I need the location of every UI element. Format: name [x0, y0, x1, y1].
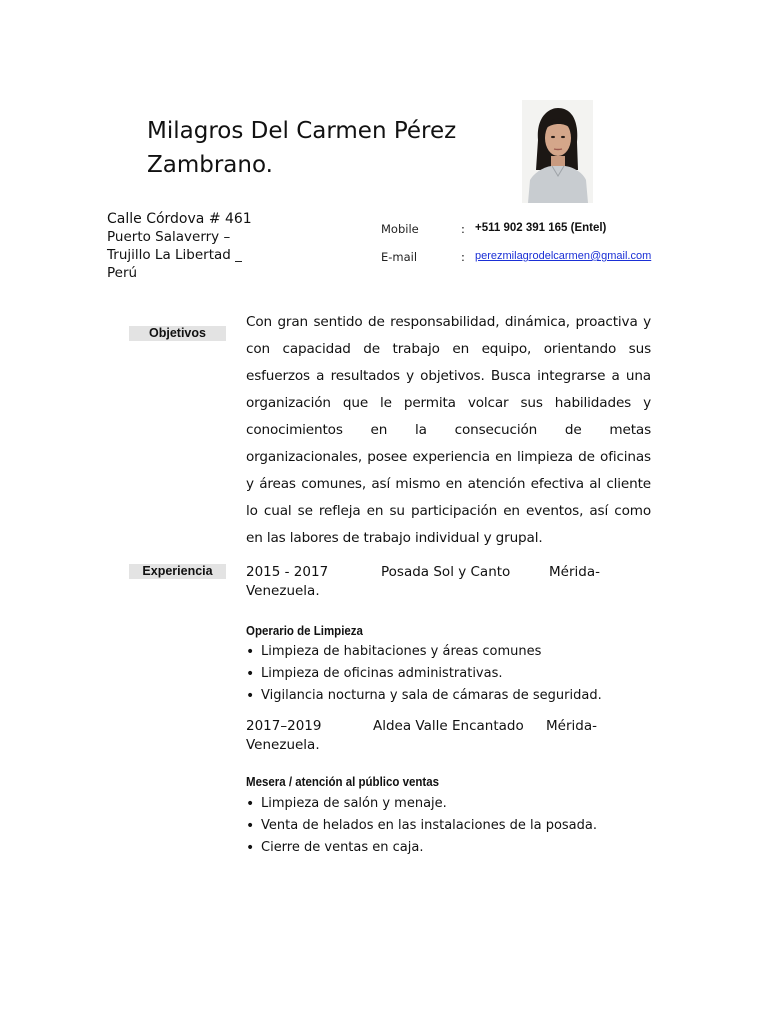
- experience-label: Experiencia: [129, 564, 226, 579]
- job-1-role: Operario de Limpieza: [246, 624, 363, 638]
- address-line-1: Calle Córdova # 461: [107, 211, 252, 227]
- job-1-city: Mérida-: [549, 564, 600, 580]
- mobile-label: Mobile: [381, 222, 419, 236]
- list-item: • Limpieza de oficinas administrativas.: [246, 663, 602, 685]
- mobile-value: +511 902 391 165 (Entel): [475, 222, 607, 234]
- job-2-dates: 2017–2019: [246, 718, 322, 734]
- email-colon: :: [461, 250, 465, 264]
- list-item: • Cierre de ventas en caja.: [246, 837, 597, 859]
- name-line-2: Zambrano.: [147, 152, 273, 178]
- profile-photo: [522, 100, 593, 203]
- job-2-duties: [246, 793, 597, 859]
- address-line-2: Puerto Salaverry –: [107, 229, 231, 245]
- list-item: • Limpieza de habitaciones y áreas comunes: [246, 641, 602, 663]
- job-2-country: Venezuela.: [246, 737, 320, 753]
- address-line-4: Perú: [107, 265, 138, 281]
- list-item: • Venta de helados en las instalaciones de la posada.: [246, 815, 597, 837]
- name-line-1: Milagros Del Carmen Pérez: [147, 118, 457, 144]
- objectives-text: Con gran sentido de responsabilidad, dinámica, proactiva y con capacidad de trabajo en equipo, orientando sus esfuerzos a resultados y objetivos. Busca integrarse a una organización que le permita volcar sus habilidades y conocimientos en la consecución de metas organizacionales, posee experiencia en limpieza de oficinas y áreas comunes, así mismo en atención efectiva al cliente lo cual se refleja en su participación en eventos, así como en las labores de trabajo individual y grupal.: [246, 314, 651, 546]
- list-item: • Vigilancia nocturna y sala de cámaras de seguridad.: [246, 685, 602, 707]
- job-1-dates: 2015 - 2017: [246, 564, 329, 580]
- job-2-place: Aldea Valle Encantado: [373, 718, 524, 734]
- job-2-city: Mérida-: [546, 718, 597, 734]
- address-line-3: Trujillo La Libertad _: [107, 247, 242, 263]
- email-label: E-mail: [381, 250, 418, 264]
- list-item: • Limpieza de salón y menaje.: [246, 793, 597, 815]
- job-1-place: Posada Sol y Canto: [381, 564, 511, 580]
- mobile-colon: :: [461, 222, 465, 236]
- address-block: [107, 210, 257, 282]
- job-1-country: Venezuela.: [246, 583, 320, 599]
- job-2-role: Mesera / atención al público ventas: [246, 775, 440, 789]
- email-link[interactable]: perezmilagrodelcarmen@gmail.com: [475, 250, 652, 262]
- candidate-name: [147, 114, 477, 182]
- objectives-label: Objetivos: [129, 326, 226, 341]
- job-1-duties: [246, 641, 602, 707]
- portrait-icon: [522, 100, 593, 203]
